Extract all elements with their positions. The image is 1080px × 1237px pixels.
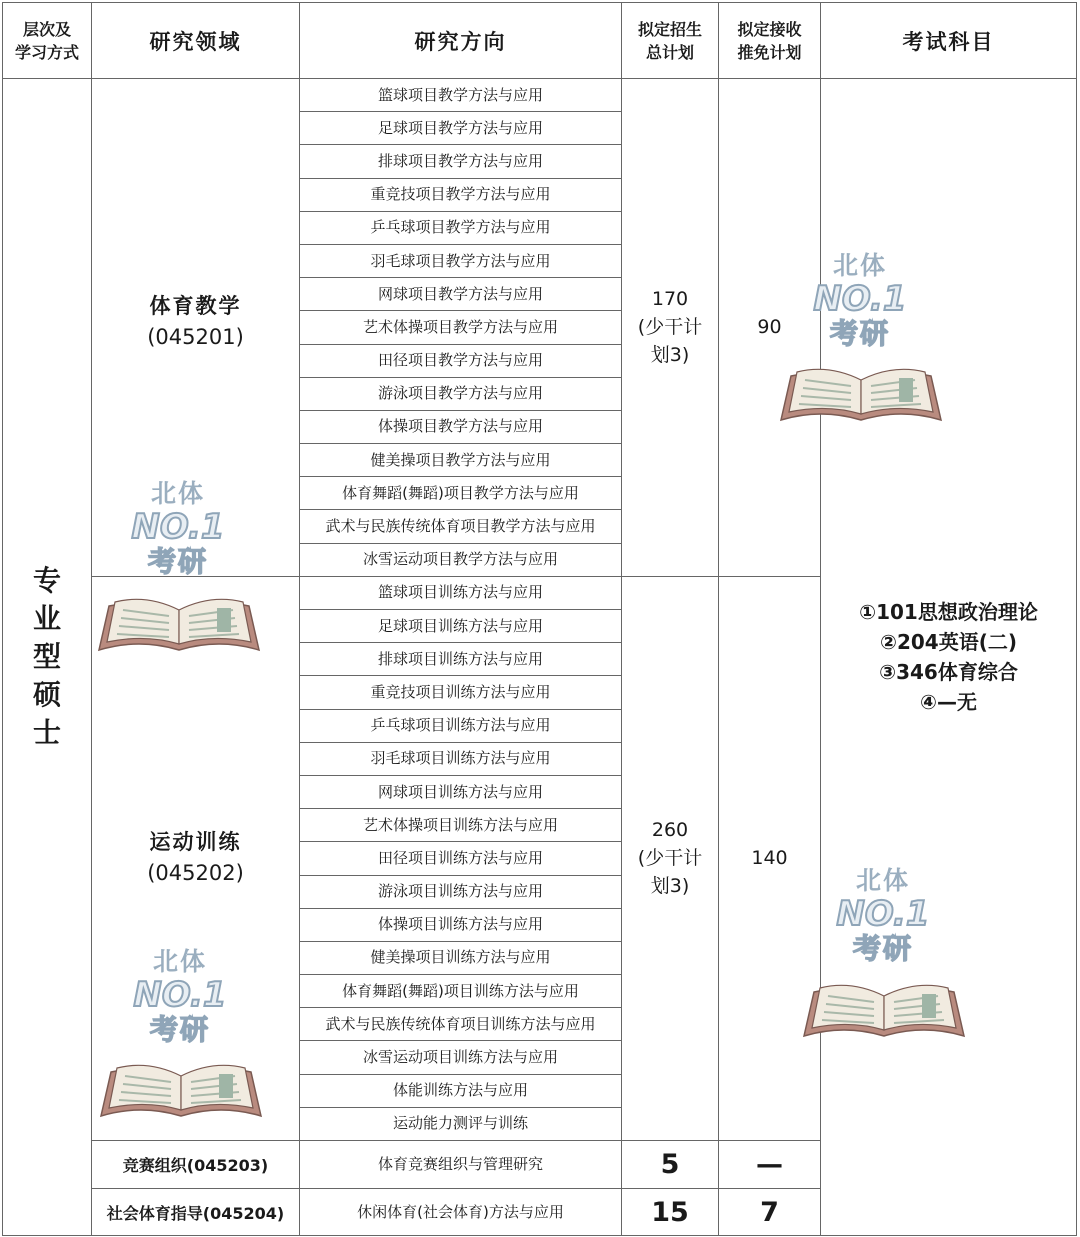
- level-char: 专: [32, 564, 61, 597]
- training-direction: 冰雪运动项目训练方法与应用: [300, 1041, 622, 1074]
- teaching-direction: 游泳项目教学方法与应用: [300, 377, 622, 410]
- watermark-line3: 考研: [147, 545, 208, 578]
- level-char: 业: [32, 602, 61, 635]
- training-direction: 游泳项目训练方法与应用: [300, 875, 622, 908]
- level-char: 硕: [32, 678, 61, 711]
- header-total-line1: 拟定招生: [637, 19, 702, 39]
- header-level-line1: 层次及: [22, 19, 71, 39]
- teaching-field-name: 体育教学: [149, 294, 242, 318]
- teaching-direction: 田径项目教学方法与应用: [300, 344, 622, 377]
- watermark-line1: 北体: [855, 866, 910, 895]
- teaching-direction: 冰雪运动项目教学方法与应用: [300, 543, 622, 576]
- training-direction: 足球项目训练方法与应用: [300, 610, 622, 643]
- training-direction: 体能训练方法与应用: [300, 1074, 622, 1107]
- watermark-line2: NO.1: [836, 894, 930, 934]
- teaching-direction: 体育舞蹈(舞蹈)项目教学方法与应用: [300, 477, 622, 510]
- competition-field: 竞赛组织(045203): [92, 1141, 300, 1189]
- teaching-direction: 重竞技项目教学方法与应用: [300, 178, 622, 211]
- watermark-line1: 北体: [832, 251, 887, 280]
- header-level-line2: 学习方式: [14, 42, 79, 62]
- teaching-direction: 足球项目教学方法与应用: [300, 112, 622, 145]
- training-direction: 排球项目训练方法与应用: [300, 643, 622, 676]
- training-direction: 田径项目训练方法与应用: [300, 842, 622, 875]
- teaching-direction: 羽毛球项目教学方法与应用: [300, 244, 622, 277]
- training-direction: 重竞技项目训练方法与应用: [300, 676, 622, 709]
- header-total-line2: 总计划: [645, 42, 694, 62]
- competition-total-plan: 5: [622, 1141, 719, 1189]
- teaching-direction: 篮球项目教学方法与应用: [300, 79, 622, 112]
- open-book-icon: [95, 592, 263, 654]
- training-direction: 羽毛球项目训练方法与应用: [300, 742, 622, 775]
- header-exempt-line1: 拟定接收: [737, 19, 802, 39]
- teaching-direction: 网球项目教学方法与应用: [300, 278, 622, 311]
- training-direction: 体育舞蹈(舞蹈)项目训练方法与应用: [300, 975, 622, 1008]
- social-total-plan: 15: [622, 1189, 719, 1236]
- teaching-total-plan: [622, 79, 719, 577]
- teaching-direction: 健美操项目教学方法与应用: [300, 444, 622, 477]
- exam-subjects-cell: [821, 79, 1077, 1236]
- social-exempt-plan: 7: [719, 1189, 821, 1236]
- watermark-line3: 考研: [829, 317, 890, 350]
- watermark-line2: NO.1: [133, 975, 227, 1015]
- training-direction: 健美操项目训练方法与应用: [300, 941, 622, 974]
- teaching-direction: 艺术体操项目教学方法与应用: [300, 311, 622, 344]
- exam-subject-line: ④—无: [920, 690, 977, 714]
- training-direction: 运动能力测评与训练: [300, 1107, 622, 1140]
- teaching-direction: 武术与民族传统体育项目教学方法与应用: [300, 510, 622, 543]
- header-field: 研究领域: [92, 3, 300, 79]
- exam-subject-line: ②204英语(二): [880, 630, 1017, 654]
- open-book-icon: [777, 362, 945, 424]
- watermark-line2: NO.1: [813, 279, 907, 319]
- watermark-line3: 考研: [852, 932, 913, 965]
- training-direction: 武术与民族传统体育项目训练方法与应用: [300, 1008, 622, 1041]
- teaching-total-line3: 划3): [650, 344, 690, 367]
- open-book-icon: [97, 1058, 265, 1120]
- teaching-direction: 排球项目教学方法与应用: [300, 145, 622, 178]
- open-book-icon: [800, 978, 968, 1040]
- exam-subject-line: ①101思想政治理论: [859, 600, 1038, 624]
- teaching-field-code: (045201): [147, 325, 244, 349]
- teaching-total-line2: (少干计: [637, 316, 703, 339]
- training-direction: 篮球项目训练方法与应用: [300, 576, 622, 609]
- training-exempt-plan: 140: [719, 576, 821, 1140]
- teaching-total-line1: 170: [651, 288, 689, 311]
- header-row: [3, 3, 1077, 79]
- header-level: [3, 3, 92, 79]
- watermark-line1: 北体: [152, 947, 207, 976]
- header-exam: 考试科目: [821, 3, 1077, 79]
- level-char: 型: [32, 640, 61, 673]
- teaching-direction: 体操项目教学方法与应用: [300, 410, 622, 443]
- header-exempt-plan: [719, 3, 821, 79]
- training-total-line3: 划3): [650, 875, 690, 898]
- training-total-plan: [622, 576, 719, 1140]
- level-cell: [3, 79, 92, 1236]
- training-field-name: 运动训练: [149, 829, 242, 854]
- social-field: 社会体育指导(045204): [92, 1189, 300, 1236]
- training-direction: 艺术体操项目训练方法与应用: [300, 809, 622, 842]
- training-total-line1: 260: [651, 819, 689, 842]
- teaching-exempt-plan: 90: [719, 79, 821, 577]
- exam-subject-line: ③346体育综合: [879, 660, 1018, 684]
- watermark-line1: 北体: [150, 479, 205, 508]
- teaching-row: [3, 79, 1077, 112]
- teaching-direction: 乒乓球项目教学方法与应用: [300, 211, 622, 244]
- header-total-plan: [622, 3, 719, 79]
- training-total-line2: (少干计: [637, 847, 703, 870]
- teaching-field-cell: [92, 79, 300, 577]
- training-field-cell: [92, 576, 300, 1140]
- competition-exempt-plan: —: [719, 1141, 821, 1189]
- social-direction: 休闲体育(社会体育)方法与应用: [300, 1189, 622, 1236]
- training-field-code: (045202): [147, 860, 244, 885]
- watermark-line2: NO.1: [131, 507, 225, 547]
- training-direction: 网球项目训练方法与应用: [300, 775, 622, 808]
- training-direction: 体操项目训练方法与应用: [300, 908, 622, 941]
- watermark-line3: 考研: [149, 1013, 210, 1046]
- competition-direction: 体育竞赛组织与管理研究: [300, 1141, 622, 1189]
- level-char: 士: [32, 716, 61, 749]
- training-direction: 乒乓球项目训练方法与应用: [300, 709, 622, 742]
- header-direction: 研究方向: [300, 3, 622, 79]
- header-exempt-line2: 推免计划: [737, 42, 802, 62]
